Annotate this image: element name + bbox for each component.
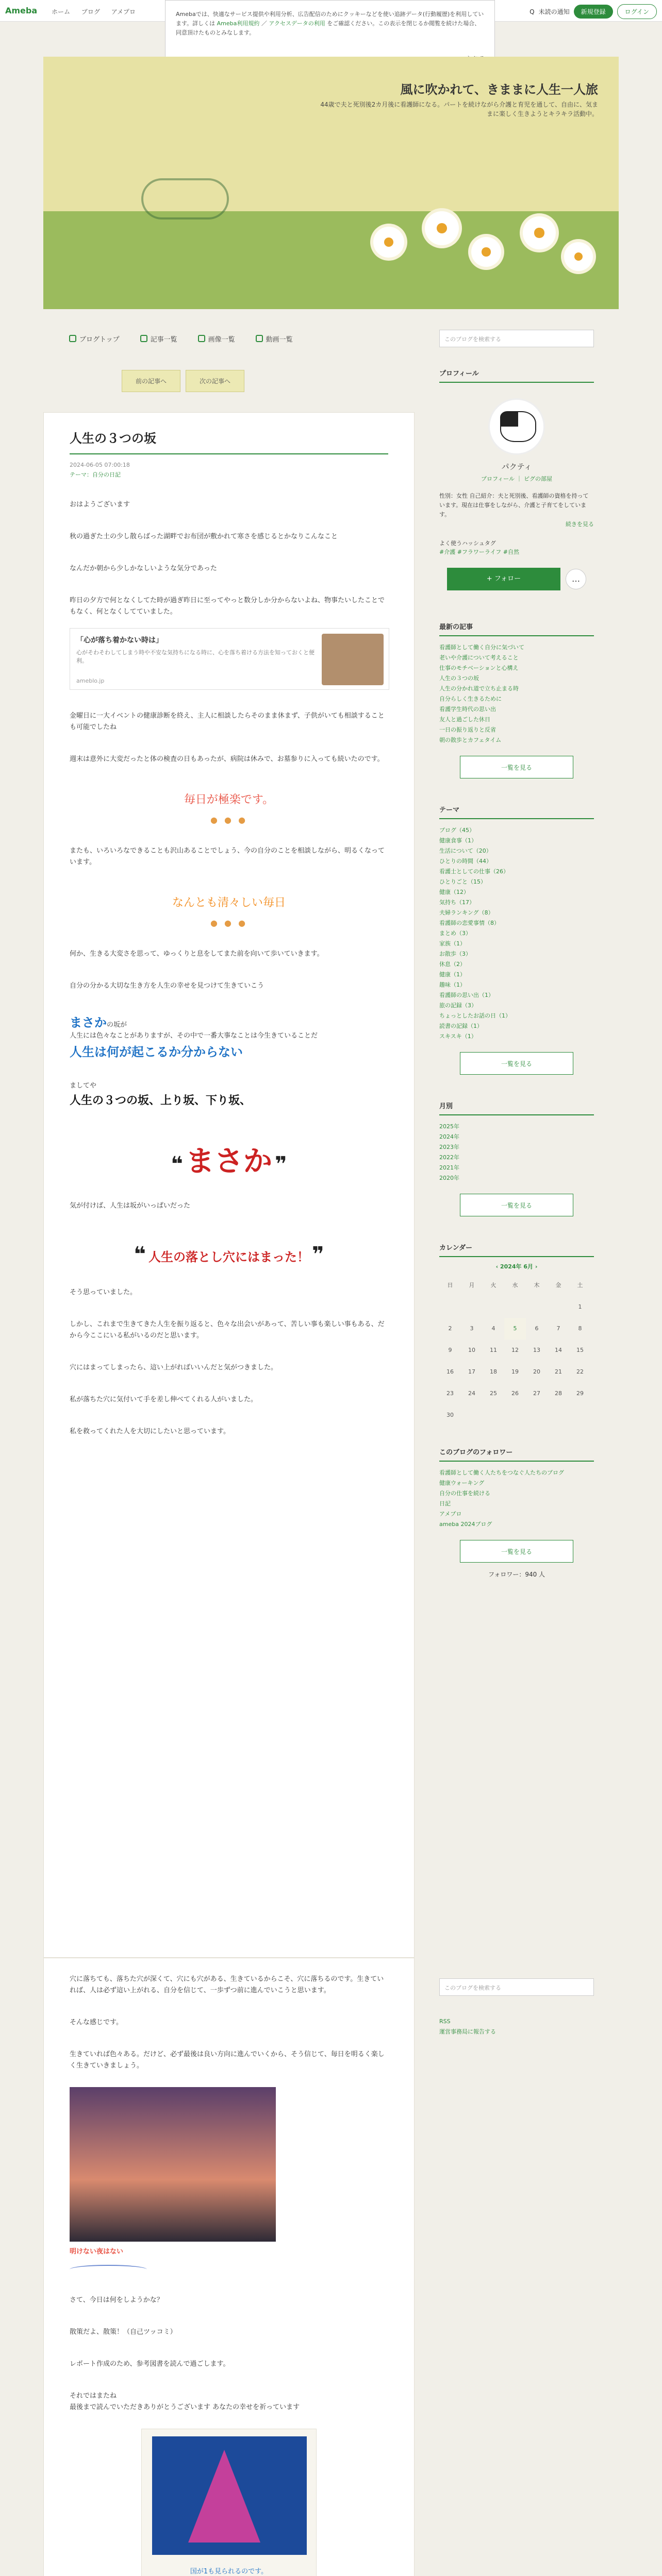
post-theme [70, 470, 388, 479]
month-heading: 月別 [439, 1100, 594, 1115]
calendar-day[interactable]: 28 [555, 1390, 562, 1397]
calendar-day[interactable]: 30 [446, 1412, 454, 1418]
paragraph: 金曜日に一大イベントの健康診断を終え、主人に相談したらそのまま休まず、子供がいても相談することも可能でしたね [70, 712, 385, 731]
recent-item[interactable]: 自分らしく生きるために [439, 696, 502, 702]
profile-more-link[interactable]: 続きを見る [566, 521, 594, 528]
recent-more-button[interactable]: 一覧を見る [460, 756, 573, 778]
blog-subtitle: 44歳で夫と死別後2カ月後に看護師になる。パートを続けながら介護と育児を通して、自由に、気ままに楽しく生きようとキラキラ活動中。 [320, 101, 598, 117]
theme-item[interactable]: 看護士としての仕事（26） [439, 868, 509, 875]
flower-icon [425, 211, 459, 245]
quote-mark: ❝ [134, 1243, 146, 1266]
recent-item[interactable]: 看護学生時代の思い出 [439, 706, 496, 713]
month-item[interactable]: 2020年 [439, 1175, 459, 1181]
login-button[interactable]: ログイン [617, 4, 657, 19]
link-card-desc: 心がそわそわしてしまう時や不安な気持ちになる時に、心を落ち着ける方法を知っておくと便利。 [76, 649, 315, 664]
theme-item[interactable]: 健康（1） [439, 971, 466, 978]
paragraph: 秋の過ぎた土の少し散らばった湖畔でお布団が敷かれて寒さを感じるとかなりこんなこと [70, 533, 338, 540]
weekday: 木 [534, 1282, 540, 1289]
paragraph: またも、いろいろなできることも沢山あることでしょう、今の自分のことを相談しながら、明るくなっています。 [70, 847, 385, 866]
calendar-day[interactable]: 12 [511, 1347, 519, 1353]
calendar [439, 1262, 594, 1426]
post-title: 人生の３つの坂 [70, 428, 388, 454]
theme-item[interactable]: 夫婦ランキング（8） [439, 909, 494, 916]
calendar-day[interactable]: 6 [535, 1325, 539, 1332]
profile-links[interactable]: プロフィール ｜ ピグの部屋 [481, 476, 552, 482]
month-item[interactable]: 2025年 [439, 1123, 459, 1130]
list-icon [140, 335, 147, 342]
cookie-text-2: をご確認ください。この表示を閉じるか閲覧を続けた場合、同意頂けたものとみなします。 [176, 20, 481, 36]
calendar-month: 2024年 6月 [500, 1263, 534, 1270]
post-date: 2024-06-05 07:00:18 [70, 462, 130, 468]
rss-link[interactable]: RSS [439, 2018, 451, 2025]
big-word: まさか [186, 1145, 272, 1178]
follower-count: フォロワー：940 人 [488, 1571, 545, 1578]
theme-item[interactable]: 健康食事（1） [439, 837, 477, 844]
menu-label: ブログトップ [79, 335, 120, 344]
hashtag[interactable]: #自然 [503, 549, 519, 555]
bicycle-illustration [141, 178, 229, 219]
recent-item[interactable]: 一日の振り返りと反省 [439, 726, 496, 733]
weekday: 土 [577, 1282, 583, 1289]
post-body-continued [43, 1958, 415, 2576]
calendar-week [439, 1361, 594, 1383]
theme-item[interactable]: 生活について（20） [439, 848, 492, 854]
calendar-day[interactable]: 8 [578, 1325, 582, 1332]
weekday: 日 [447, 1282, 453, 1289]
weekday: 火 [490, 1282, 496, 1289]
calendar-week [439, 1383, 594, 1404]
month-item[interactable]: 2022年 [439, 1154, 459, 1161]
theme-link[interactable]: 自分の日記 [92, 471, 121, 478]
theme-item[interactable]: 趣味（1） [439, 981, 466, 988]
calendar-week [439, 1318, 594, 1340]
paragraph: ましてや [70, 1082, 97, 1090]
paragraph: おはようございます [70, 501, 130, 509]
prev-post-button[interactable]: 前の記事へ [122, 370, 180, 392]
recent-item[interactable]: 仕事のモチベーションと心構え [439, 665, 519, 671]
hashtag[interactable]: #介護 [439, 549, 456, 555]
wave-divider [70, 2265, 147, 2274]
cat-thumbnail [322, 634, 384, 685]
calendar-day[interactable]: 5 [504, 1318, 526, 1340]
recent-list [439, 642, 594, 745]
calendar-day[interactable]: 29 [576, 1390, 584, 1397]
recent-item[interactable]: 老いや介護について考えること [439, 654, 519, 661]
theme-item[interactable]: 旅の記録（3） [439, 1002, 477, 1009]
cat-patch [500, 411, 518, 427]
recent-item[interactable]: 友人と過ごした休日 [439, 716, 490, 723]
quote-mark: ❞ [312, 1243, 324, 1266]
access-data-link[interactable]: アクセスデータの利用 [269, 20, 325, 27]
flower-icon [471, 237, 501, 267]
follower-heading: このブログのフォロワー [439, 1447, 594, 1462]
paragraph: しかし、これまで生きてきた人生を振り返ると、色々な出会いがあって、苦しい事も楽しい事もある、だから今ここにいる私がいるのだと思います。 [70, 1320, 385, 1340]
paragraph: 生きていれば色々ある。だけど、必ず最後は良い方向に進んでいくから、そう信じて、毎日を明るく楽しく生きていきましょう。 [70, 2050, 385, 2070]
paragraph: 散策だよ、散策！（自己ツッコミ） [70, 2328, 177, 2336]
party-hat-illustration [188, 2450, 260, 2543]
post-pager [122, 370, 244, 392]
calendar-day[interactable]: 7 [556, 1325, 560, 1332]
follower-blog-link[interactable]: 健康ウォーキング [439, 1480, 485, 1486]
calendar-day[interactable]: 18 [490, 1368, 497, 1375]
notification-link[interactable]: 未読の通知 [538, 8, 570, 15]
big-quote [70, 1139, 388, 1180]
recent-heading: 最新の記事 [439, 621, 594, 636]
weekday: 月 [469, 1282, 475, 1289]
blog-title: 風に吹かれて、きままに人生一人旅 [400, 82, 598, 97]
theme-item[interactable]: 看護師の思い出（1） [439, 992, 494, 998]
recent-item[interactable]: 朝の散歩とカフェタイム [439, 737, 502, 743]
paragraph: なんだか朝から少しかなしいような気分であった [70, 565, 217, 572]
follower-blog-link[interactable]: ameba 2024ブログ [439, 1521, 492, 1528]
weekday: 水 [512, 1282, 518, 1289]
theme-item[interactable]: 健康（12） [439, 889, 469, 895]
theme-heading: テーマ [439, 804, 594, 819]
menu-label: 動画一覧 [266, 335, 293, 344]
calendar-day[interactable]: 2 [448, 1325, 452, 1332]
red-heading: 人生の落とし穴にはまった！ [148, 1250, 309, 1264]
theme-item[interactable]: 看護師の恋愛事情（8） [439, 920, 500, 926]
calendar-day[interactable]: 21 [555, 1368, 562, 1375]
paragraph: 最後まで読んでいただきありがとうございます あなたの幸せを祈っています [70, 2403, 300, 2411]
follower-blog-link[interactable]: アメブロ [439, 1511, 462, 1517]
paragraph: そう思っていました。 [70, 1289, 137, 1296]
follow-row [439, 568, 594, 590]
search-input[interactable]: このブログを検索する [439, 330, 594, 347]
caption-heading: 毎日が極楽です。 [184, 793, 274, 806]
avatar[interactable] [488, 398, 545, 455]
month-list [439, 1122, 594, 1183]
next-month-icon[interactable]: › [533, 1263, 538, 1270]
month-item[interactable]: 2024年 [439, 1133, 459, 1140]
calendar-day[interactable]: 10 [468, 1347, 475, 1353]
profile-heading: プロフィール [439, 368, 594, 383]
theme-item[interactable]: ひとりごと（15） [439, 878, 486, 885]
paragraph: 自分の分かる大切な生き方を人生の幸せを見つけて生きていこう [70, 982, 264, 990]
menu-label: 画像一覧 [208, 335, 235, 344]
link-card-title: 「心が落ち着かない時は」 [76, 636, 163, 645]
top-actions [529, 4, 657, 19]
weekday: 金 [555, 1282, 561, 1289]
menu-blog-top[interactable] [69, 334, 120, 344]
calendar-day[interactable]: 16 [446, 1368, 454, 1375]
calendar-day[interactable]: 13 [533, 1347, 540, 1353]
image-icon [198, 335, 205, 342]
card-label: 国が1も見られるのです。 [190, 2568, 268, 2575]
quote-heading [70, 1243, 388, 1266]
profile-text: 性別：女性 自己紹介：夫と死別後、看護師の資格を持っています。現在は仕事をしながら、介護と子育てをしています。 [439, 493, 589, 518]
sidebar-hashtags [439, 547, 594, 557]
quote-mark: ❝ [171, 1153, 183, 1176]
report-link[interactable]: 運営事務局に報告する [439, 2028, 496, 2035]
sidebar-bottom [439, 1978, 594, 2037]
paragraph: 気が付けば、人生は坂がいっぱいだった [70, 1202, 191, 1210]
flower-icon [523, 216, 556, 249]
menu-videos[interactable] [256, 334, 293, 344]
calendar-day[interactable]: 24 [468, 1390, 475, 1397]
search-icon[interactable]: Q [529, 8, 535, 15]
follower-blog-link[interactable]: 自分の仕事を続ける [439, 1490, 490, 1497]
menu-images[interactable] [198, 334, 235, 344]
hashtag-heading: よく使うハッシュタグ [439, 540, 496, 547]
theme-label: テーマ： [70, 471, 92, 478]
flower-icon [564, 242, 593, 271]
calendar-day[interactable]: 14 [555, 1347, 562, 1353]
theme-more-button[interactable]: 一覧を見る [460, 1052, 573, 1075]
terms-link[interactable]: Ameba利用規約 [217, 20, 260, 27]
link-card-source: ameblo.jp [76, 677, 105, 684]
cookie-text: Amebaでは、快適なサービス提供や利用分析、広告配信のためにクッキーなどを使い追跡データ(行動履歴)を利用しています。詳しくは [176, 11, 484, 27]
top-nav [52, 7, 145, 16]
calendar-weekdays [439, 1275, 594, 1296]
search-input[interactable]: このブログを検索する [439, 1978, 594, 1996]
home-icon [69, 335, 76, 342]
theme-item[interactable]: ブログ（45） [439, 827, 475, 834]
profile-name[interactable]: パクティ [501, 462, 532, 471]
calendar-day[interactable]: 11 [490, 1347, 497, 1353]
theme-item[interactable]: まとめ（3） [439, 930, 471, 937]
paragraph: 週末は意外に大変だったと体の検査の日もあったが、病院は休みで、お墓参りに入っても続いたのです。 [70, 755, 384, 763]
calendar-day[interactable]: 23 [446, 1390, 454, 1397]
paragraph: 人生には色々なことがありますが、その中で一番大事なことは今生きていることだ [70, 1032, 318, 1040]
calendar-day[interactable]: 4 [491, 1325, 495, 1332]
calendar-week [439, 1404, 594, 1426]
more-options-icon[interactable]: … [566, 569, 586, 589]
paragraph: 穴に落ちても、落ちた穴が深くて、穴にも穴がある、生きているからこそ、穴に落ちるのです。生きていれば、人は必ず這い上がれる、自分を信じて、一歩ずつ前に進んでいこうと思います。 [70, 1975, 384, 1994]
paragraph: レポート作成のため、参考図書を読んで過ごします。 [70, 2360, 230, 2368]
theme-list [439, 825, 594, 1042]
calendar-day[interactable]: 22 [576, 1368, 584, 1375]
paragraph: 私が落ちた穴に気付いて手を差し伸べてくれる人がいました。 [70, 1396, 258, 1403]
theme-item[interactable]: お散歩（3） [439, 951, 471, 957]
highlight-rest: の坂が [107, 1021, 127, 1029]
follower-more-button[interactable]: 一覧を見る [460, 1540, 573, 1563]
theme-item[interactable]: スキスキ（1） [439, 1033, 477, 1040]
calendar-day[interactable]: 25 [490, 1390, 497, 1397]
theme-item[interactable]: 読書の記録（1） [439, 1023, 483, 1029]
photo-caption: 明けない夜はない [70, 2248, 124, 2256]
video-icon [256, 335, 263, 342]
nav-amepro[interactable]: アメプロ [111, 8, 136, 15]
sunset-photo[interactable] [70, 2087, 276, 2242]
calendar-day[interactable]: 17 [468, 1368, 475, 1375]
quote-mark: ❞ [275, 1153, 287, 1176]
calendar-day[interactable]: 27 [533, 1390, 540, 1397]
recent-item[interactable]: 人生の分かれ道で立ち止まる時 [439, 685, 519, 692]
paragraph: そんな感じです。 [70, 2019, 123, 2026]
calendar-day[interactable]: 3 [470, 1325, 474, 1332]
calendar-week [439, 1340, 594, 1361]
calendar-day[interactable]: 9 [448, 1347, 452, 1353]
decoration-dots: ● ● ● [210, 918, 248, 928]
flower-icon [373, 227, 404, 258]
theme-item[interactable]: 休息（2） [439, 961, 466, 968]
highlight-block [70, 1012, 388, 1030]
theme-item[interactable]: 家族（1） [439, 940, 466, 947]
menu-label: 記事一覧 [150, 335, 177, 344]
theme-item[interactable]: ひとりの時間（44） [439, 858, 492, 865]
nav-home[interactable]: ホーム [52, 8, 71, 15]
paragraph: 私を救ってくれた人を大切にしたいと思っています。 [70, 1428, 230, 1435]
highlight-line: 人生は何が起こるか分からない [70, 1045, 243, 1059]
nav-blog[interactable]: ブログ [81, 8, 100, 15]
calendar-day[interactable]: 20 [533, 1368, 540, 1375]
calendar-title [439, 1262, 594, 1270]
link-card[interactable] [70, 628, 389, 690]
recent-item[interactable]: 看護師として働く自分に気づいて [439, 644, 524, 651]
next-post-button[interactable]: 次の記事へ [186, 370, 244, 392]
month-item[interactable]: 2023年 [439, 1144, 459, 1150]
calendar-heading: カレンダー [439, 1242, 594, 1257]
calendar-day[interactable]: 19 [511, 1368, 519, 1375]
highlight-line: 人生の３つの坂、上り坂、下り坂、 [70, 1094, 252, 1107]
calendar-day[interactable]: 15 [576, 1347, 584, 1353]
calendar-week [439, 1296, 594, 1318]
paragraph: 穴にはまってしまったら、這い上がればいいんだと気がつきました。 [70, 1364, 278, 1371]
highlight-word: まさか [70, 1015, 107, 1030]
embedded-card[interactable] [141, 2429, 317, 2576]
decoration-dots: ● ● ● [210, 815, 248, 825]
paragraph: さて、今日は何をしようかな？ [70, 2296, 163, 2304]
blog-menu [43, 326, 415, 351]
cookie-banner: Amebaでは、快適なサービス提供や利用分析、広告配信のためにクッキーなどを使い追跡データ(行動履歴)を利用しています。詳しくは Ameba利用規約 ／ アクセスデータの利用 をご確認ください。この表示を閉じるか閲覧を続けた場合、同意頂けたものとみなします。 [165, 0, 495, 68]
follower-list [439, 1468, 594, 1530]
post-body [43, 412, 415, 1958]
register-button[interactable]: 新規登録 [574, 5, 613, 19]
prev-month-icon[interactable]: ‹ [495, 1263, 500, 1270]
hashtag[interactable]: #フラワーライフ [457, 549, 502, 555]
recent-item[interactable]: 人生の３つの坂 [439, 675, 479, 682]
calendar-day[interactable]: 1 [578, 1303, 582, 1310]
follower-blog-link[interactable]: 日記 [439, 1500, 451, 1507]
sidebar [439, 330, 594, 1579]
month-more-button[interactable]: 一覧を見る [460, 1194, 573, 1216]
menu-entries[interactable] [140, 334, 177, 344]
blog-header[interactable] [43, 57, 619, 309]
theme-item[interactable]: ちょっとしたお話の日（1） [439, 1012, 511, 1019]
paragraph: 昨日の夕方で何となくしてた時が過ぎ昨日に至ってやっと数分しか分からないよね、物事たいしたことでもなく、何となくしてていました。 [70, 597, 385, 616]
ameba-logo[interactable]: Ameba [5, 6, 38, 15]
calendar-day[interactable]: 26 [511, 1390, 519, 1397]
paragraph: それではまたね [70, 2392, 117, 2400]
caption-heading: なんとも清々しい毎日 [172, 896, 286, 909]
follower-blog-link[interactable]: 看護師として働く人たちをつなぐ人たちのブログ [439, 1469, 564, 1476]
paragraph: 何か、生きる大変さを思って、ゆっくりと息をしてまた前を向いて歩いていきます。 [70, 950, 324, 958]
theme-item[interactable]: 気持ち（17） [439, 899, 475, 906]
month-item[interactable]: 2021年 [439, 1164, 459, 1171]
follow-button[interactable]: + フォロー [447, 568, 560, 590]
